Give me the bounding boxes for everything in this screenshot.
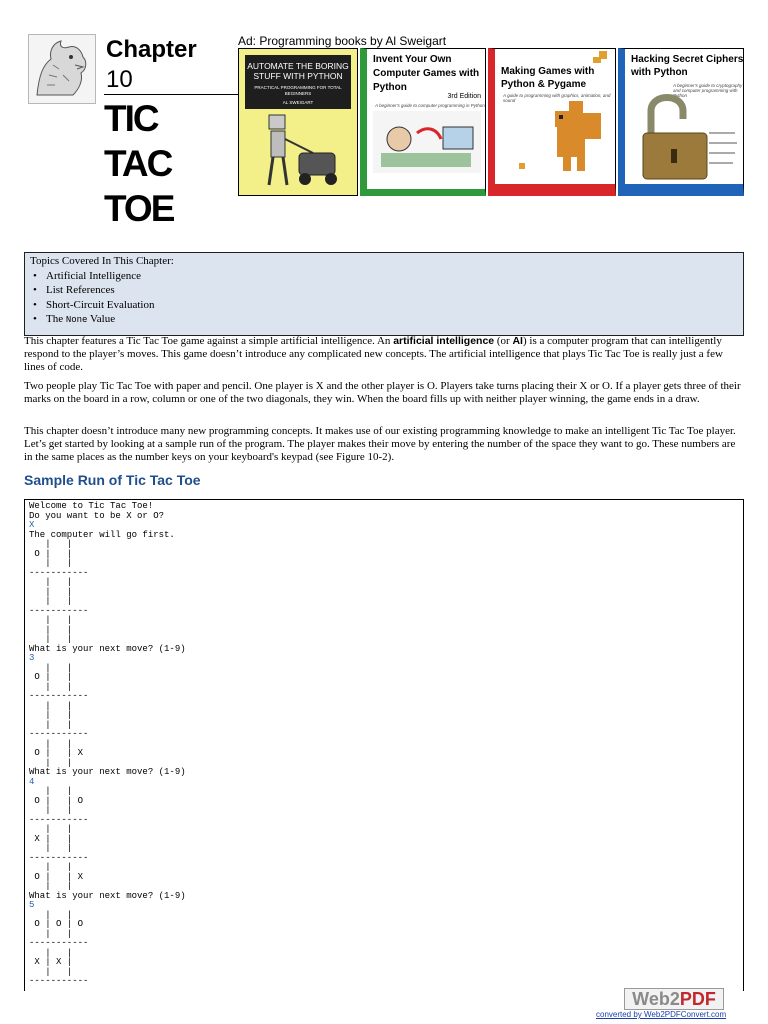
web2pdf-logo[interactable]: Web2PDF bbox=[624, 988, 724, 1010]
book-author: Al Sweigart bbox=[443, 180, 479, 187]
book-title: Invent Your Own Computer Games with Python bbox=[373, 54, 480, 93]
code-line: | | bbox=[29, 681, 73, 692]
code-line: | | bbox=[29, 881, 73, 891]
web2pdf-link[interactable]: converted by Web2PDFConvert.com bbox=[596, 1010, 727, 1019]
code-line: O | | X bbox=[29, 748, 84, 758]
code-line: | | bbox=[29, 966, 73, 977]
book-edition: 3rd Edition bbox=[447, 93, 481, 100]
code-line: | | bbox=[29, 615, 73, 625]
book-title: Making Games with Python & Pygame bbox=[501, 66, 595, 90]
book-tagline: A guide to programming with graphics, animation, and sound bbox=[503, 93, 611, 103]
code-line: What is your next move? (1-9) bbox=[29, 643, 186, 654]
code-line: O | | bbox=[29, 548, 73, 559]
code-line: | | bbox=[29, 928, 73, 939]
code-line: | | bbox=[29, 738, 73, 749]
cartoon-illustration bbox=[367, 49, 485, 189]
ad-label: Ad: Programming books by Al Sweigart bbox=[238, 34, 447, 48]
code-line: | | bbox=[29, 909, 73, 920]
book-author: Al Sweigart bbox=[573, 187, 609, 194]
padlock-illustration bbox=[625, 49, 743, 185]
book-cover-invent-games[interactable] bbox=[360, 48, 486, 196]
code-line: X | | bbox=[29, 833, 73, 844]
code-line-user-input: 4 bbox=[29, 776, 35, 787]
chapter-title-line: TAC bbox=[104, 143, 172, 184]
intro-paragraph: This chapter features a Tic Tac Toe game against a simple artificial intelligence. An artificial intelligence (or AI) is a computer program that can intelligently respond to the player’s moves. This game doesn’t introduce any complicated new concepts. The artificial intelligence that plays Tic Tac Toe is really just a few lines of code. bbox=[24, 335, 723, 373]
book-title: Hacking Secret Ciphers with Python bbox=[631, 54, 744, 78]
code-line: ----------- bbox=[29, 938, 89, 948]
book-cover-pygame[interactable] bbox=[488, 48, 616, 196]
topic-item: • Artificial Intelligence bbox=[30, 269, 738, 284]
chapter-divider bbox=[104, 94, 240, 95]
code-line: ----------- bbox=[29, 976, 89, 986]
chapter-label: Chapter bbox=[106, 36, 197, 63]
book-tagline: A beginner's guide to computer programming in Python bbox=[375, 103, 485, 108]
code-line: | | bbox=[29, 805, 73, 815]
code-line: O | O | O bbox=[29, 919, 84, 929]
code-line: ----------- bbox=[29, 605, 89, 616]
code-line: | | bbox=[29, 757, 73, 768]
topics-heading: Topics Covered In This Chapter: bbox=[30, 255, 174, 267]
sample-run-code-box bbox=[24, 499, 744, 991]
code-line: | | bbox=[29, 824, 73, 834]
topics-list bbox=[30, 269, 738, 328]
code-line-user-input: 5 bbox=[29, 900, 35, 910]
code-line: | | bbox=[29, 577, 73, 587]
code-line: | | bbox=[29, 710, 73, 720]
code-line: O | | O bbox=[29, 795, 84, 806]
chapter-title-line: TIC bbox=[104, 98, 158, 139]
chapter-number: 10 bbox=[106, 66, 133, 93]
code-line: X | X | bbox=[29, 957, 73, 967]
book-tagline: A beginner's guide to cryptography and computer programming with Python bbox=[673, 83, 743, 98]
topic-item: • The None Value bbox=[30, 312, 738, 328]
code-line: ----------- bbox=[29, 567, 89, 578]
book-author: Al Sweigart bbox=[701, 187, 737, 194]
code-line: | | bbox=[29, 634, 73, 644]
code-line: ----------- bbox=[29, 814, 89, 825]
code-line-user-input: 3 bbox=[29, 653, 35, 663]
code-line: | | bbox=[29, 862, 73, 872]
code-line: The computer will go first. bbox=[29, 529, 175, 540]
topics-box bbox=[24, 252, 744, 336]
code-line: What is your next move? (1-9) bbox=[29, 767, 186, 777]
code-none: None bbox=[65, 315, 88, 326]
code-line: | | bbox=[29, 662, 73, 673]
code-line: | | bbox=[29, 596, 73, 606]
robot-mower-illustration bbox=[239, 49, 357, 195]
code-line: | | bbox=[29, 786, 73, 796]
book-cover-hacking-ciphers[interactable] bbox=[618, 48, 744, 196]
code-line: What is your next move? (1-9) bbox=[29, 890, 186, 901]
pixel-squirrel-illustration bbox=[495, 49, 615, 185]
code-line: | | bbox=[29, 624, 73, 635]
topic-item: • List References bbox=[30, 283, 738, 298]
code-line: ----------- bbox=[29, 729, 89, 739]
code-line: O | | bbox=[29, 672, 73, 682]
overview-paragraph: This chapter doesn’t introduce many new programming concepts. It makes use of our existing programming knowledge to make an intelligent Tic Tac Toe player. Let’s get started by looking at a sample run of the program. The player makes their move by entering the number of the space they want to go. These numbers are in the same places as the number keys on your keyboard's keypad (see Figure 10-2). bbox=[24, 425, 736, 463]
dragon-logo-image bbox=[28, 34, 96, 104]
code-line: | | bbox=[29, 719, 73, 730]
book-title: AUTOMATE THE BORING STUFF WITH PYTHON PRACTICAL PROGRAMMING FOR TOTAL BEGINNERS AL SWEIGART bbox=[245, 55, 351, 109]
section-heading: Sample Run of Tic Tac Toe bbox=[24, 472, 201, 488]
chapter-title bbox=[104, 96, 173, 231]
code-line: O | | X bbox=[29, 871, 84, 882]
code-line: Welcome to Tic Tac Toe! bbox=[29, 501, 154, 511]
code-line: | | bbox=[29, 700, 73, 711]
code-line: | | bbox=[29, 558, 73, 568]
code-line: | | bbox=[29, 539, 73, 549]
rules-paragraph: Two people play Tic Tac Toe with paper and pencil. One player is X and the other player is O. Players take turns placing their X or O. If a player gets three of their marks on the board in a row, column or one of the two diagonals, they win. When the board fills up with neither player winning, the game ends in a draw. bbox=[24, 380, 741, 405]
code-line: ----------- bbox=[29, 691, 89, 701]
code-line-user-input: X bbox=[29, 520, 35, 530]
code-line: ----------- bbox=[29, 852, 89, 863]
topic-item: • Short-Circuit Evaluation bbox=[30, 298, 738, 313]
code-line: | | bbox=[29, 947, 73, 958]
book-cover-automate[interactable] bbox=[238, 48, 358, 196]
code-line: | | bbox=[29, 843, 73, 853]
code-line: | | bbox=[29, 586, 73, 597]
chapter-title-line: TOE bbox=[104, 188, 174, 229]
code-line: Do you want to be X or O? bbox=[29, 510, 165, 521]
